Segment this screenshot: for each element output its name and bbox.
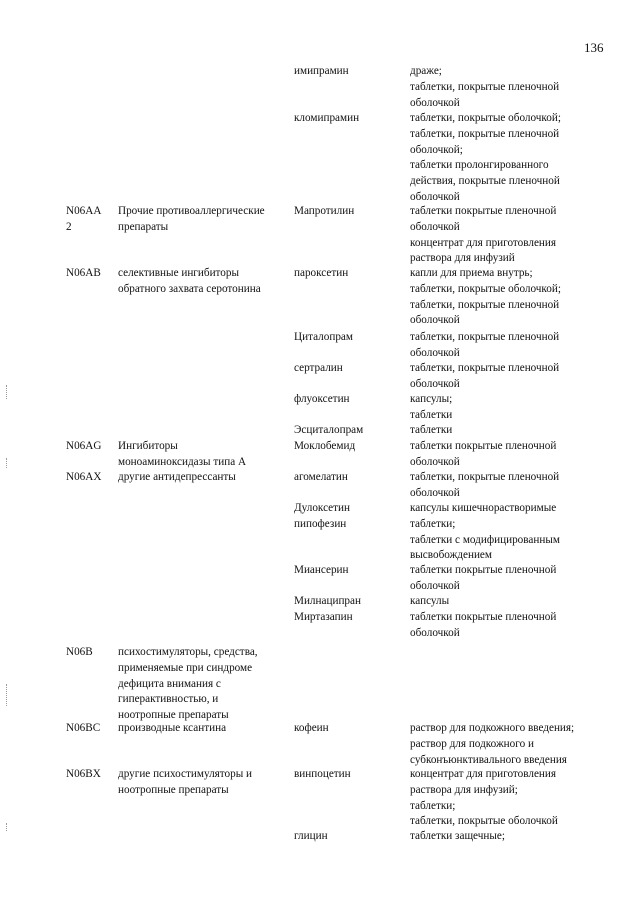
margin-mark (6, 458, 8, 468)
dosage-forms-line: таблетки; (410, 517, 456, 530)
dosage-forms-line: раствор для подкожного введения; (410, 722, 575, 734)
dosage-forms-cell (410, 721, 625, 768)
dosage-forms-cell (410, 266, 625, 329)
dosage-forms-cell (410, 439, 625, 471)
dosage-forms-line: оболочкой (410, 314, 460, 327)
drug-name-line: пипофезин (294, 517, 347, 530)
dosage-forms-cell (410, 64, 625, 111)
dosage-forms-cell (410, 767, 625, 830)
group-name-line: производные ксантина (118, 722, 227, 734)
dosage-forms-line: таблетки покрытые пленочной (410, 440, 557, 452)
dosage-forms-line: таблетки, покрытые пленочной (410, 471, 560, 483)
atc-code-cell (66, 767, 114, 783)
drug-name-cell (294, 361, 406, 377)
drug-name-line: Циталопрам (294, 331, 353, 343)
margin-mark (6, 385, 8, 399)
atc-code-cell (66, 645, 114, 661)
drug-name-cell (294, 111, 406, 127)
drug-name-cell (294, 204, 406, 220)
dosage-forms-line: концентрат для приготовления (410, 236, 557, 249)
atc-code-line: N06B (66, 646, 93, 658)
drug-name-line: Миртазапин (294, 610, 353, 623)
atc-code-line: N06BC (66, 722, 101, 734)
drug-name-line: Миансерин (294, 564, 349, 576)
dosage-forms-cell (410, 111, 625, 206)
atc-code-cell (66, 266, 114, 282)
group-name-line: Прочие противоаллергические (118, 205, 265, 217)
dosage-forms-line: таблетки покрытые пленочной (410, 205, 557, 217)
dosage-forms-line: таблетки, покрытые оболочкой; (410, 112, 561, 124)
group-name-line: дефицита внимания с (118, 677, 221, 690)
dosage-forms-cell (410, 392, 625, 424)
atc-code-cell (66, 439, 114, 455)
dosage-forms-line: оболочкой (410, 579, 460, 592)
group-name-line: ноотропные препараты (118, 709, 229, 722)
dosage-forms-line: раствор для подкожного и (410, 737, 534, 750)
dosage-forms-line: капсулы; (410, 393, 453, 405)
dosage-forms-cell (410, 563, 625, 595)
dosage-forms-cell (410, 361, 625, 393)
atc-code-line: N06AG (66, 440, 102, 452)
dosage-forms-line: оболочкой (410, 486, 460, 499)
dosage-forms-line: таблетки покрытые пленочной (410, 610, 557, 623)
dosage-forms-line: оболочкой (410, 346, 460, 359)
drug-name-cell (294, 767, 406, 783)
dosage-forms-line: драже; (410, 65, 442, 77)
drug-name-line: Эсциталопрам (294, 424, 364, 436)
drug-name-cell (294, 64, 406, 80)
drug-name-cell (294, 392, 406, 408)
group-name-cell (118, 767, 288, 799)
dosage-forms-line: субконъюнктивального введения (410, 753, 567, 766)
group-name-cell (118, 645, 288, 724)
group-name-line: психостимуляторы, средства, (118, 646, 258, 658)
dosage-forms-cell (410, 423, 625, 439)
drug-name-line: имипрамин (294, 65, 349, 77)
drug-name-line: флуоксетин (294, 393, 350, 405)
margin-mark (6, 823, 8, 831)
drug-name-line: кломипрамин (294, 112, 360, 124)
dosage-forms-line: оболочкой; (410, 143, 463, 156)
page-number: 136 (584, 40, 604, 55)
atc-code-line: N06BX (66, 768, 101, 780)
drug-name-cell (294, 563, 406, 579)
drug-name-cell (294, 330, 406, 346)
drug-name-line: винпоцетин (294, 768, 351, 780)
dosage-forms-line: капсулы (410, 595, 450, 607)
dosage-forms-line: раствора для инфузий (410, 252, 515, 265)
group-name-line: обратного захвата серотонина (118, 282, 261, 295)
dosage-forms-line: оболочкой (410, 377, 460, 390)
drug-name-cell (294, 470, 406, 486)
dosage-forms-line: капсулы кишечнорастворимые (410, 502, 557, 514)
atc-code-line: N06AX (66, 471, 102, 483)
drug-name-line: кофеин (294, 722, 329, 734)
dosage-forms-cell (410, 204, 625, 267)
dosage-forms-line: высвобождением (410, 549, 492, 562)
dosage-forms-cell (410, 829, 625, 845)
drug-name-cell (294, 439, 406, 455)
dosage-forms-line: таблетки с модифицированным (410, 533, 560, 546)
dosage-forms-line: таблетки покрытые пленочной (410, 564, 557, 576)
drug-name-line: Мапротилин (294, 205, 355, 217)
group-name-line: ноотропные препараты (118, 783, 229, 796)
group-name-line: Ингибиторы (118, 440, 178, 452)
dosage-forms-line: таблетки, покрытые пленочной (410, 331, 560, 343)
dosage-forms-line: капли для приема внутрь; (410, 267, 533, 279)
drug-name-line: Милнаципран (294, 595, 361, 607)
dosage-forms-line: таблетки защечные; (410, 830, 505, 842)
dosage-forms-line: оболочкой (410, 220, 460, 233)
dosage-forms-line: таблетки, покрытые оболочкой (410, 815, 558, 828)
dosage-forms-line: таблетки (410, 424, 453, 436)
dosage-forms-line: оболочкой (410, 190, 460, 203)
dosage-forms-line: таблетки, покрытые пленочной (410, 80, 560, 93)
margin-mark (6, 684, 8, 706)
group-name-line: моноаминоксидазы типа А (118, 455, 247, 468)
dosage-forms-line: действия, покрытые пленочной (410, 175, 560, 188)
group-name-line: гиперактивностью, и (118, 693, 219, 706)
dosage-forms-line: оболочкой (410, 455, 460, 468)
atc-code-line: 2 (66, 220, 72, 233)
dosage-forms-line: оболочкой (410, 96, 460, 109)
dosage-forms-line: таблетки; (410, 799, 456, 812)
dosage-forms-line: таблетки (410, 408, 453, 421)
drug-name-line: сертралин (294, 362, 343, 374)
drug-name-line: Моклобемид (294, 440, 356, 452)
atc-code-line: N06AA (66, 205, 102, 217)
atc-code-cell (66, 721, 114, 737)
atc-code-cell (66, 470, 114, 486)
group-name-cell (118, 204, 288, 236)
group-name-cell (118, 470, 288, 486)
dosage-forms-line: таблетки, покрытые пленочной (410, 127, 560, 140)
drug-name-cell (294, 423, 406, 439)
drug-name-cell (294, 501, 406, 533)
drug-name-line: Дулоксетин (294, 502, 350, 514)
drug-name-cell (294, 721, 406, 737)
drug-name-cell (294, 594, 406, 626)
group-name-line: другие психостимуляторы и (118, 768, 253, 780)
dosage-forms-cell (410, 330, 625, 362)
group-name-line: применяемые при синдроме (118, 661, 253, 674)
dosage-forms-line: таблетки, покрытые пленочной (410, 362, 560, 374)
group-name-cell (118, 439, 288, 471)
dosage-forms-line: концентрат для приготовления (410, 768, 557, 780)
group-name-line: препараты (118, 220, 169, 233)
group-name-line: другие антидепрессанты (118, 471, 236, 483)
dosage-forms-cell (410, 470, 625, 502)
drug-name-line: глицин (294, 830, 328, 842)
dosage-forms-line: таблетки, покрытые оболочкой; (410, 282, 561, 295)
drug-name-line: пароксетин (294, 267, 349, 279)
atc-code-line: N06AB (66, 267, 101, 279)
group-name-line: селективные ингибиторы (118, 267, 240, 279)
dosage-forms-line: таблетки, покрытые пленочной (410, 298, 560, 311)
dosage-forms-cell (410, 594, 625, 641)
group-name-cell (118, 266, 288, 298)
atc-code-cell (66, 204, 114, 236)
drug-name-line: агомелатин (294, 471, 348, 483)
dosage-forms-cell (410, 501, 625, 564)
dosage-forms-line: оболочкой (410, 626, 460, 639)
dosage-forms-line: раствора для инфузий; (410, 783, 518, 796)
group-name-cell (118, 721, 288, 737)
drug-name-cell (294, 266, 406, 282)
drug-name-cell (294, 829, 406, 845)
dosage-forms-line: таблетки пролонгированного (410, 159, 549, 172)
